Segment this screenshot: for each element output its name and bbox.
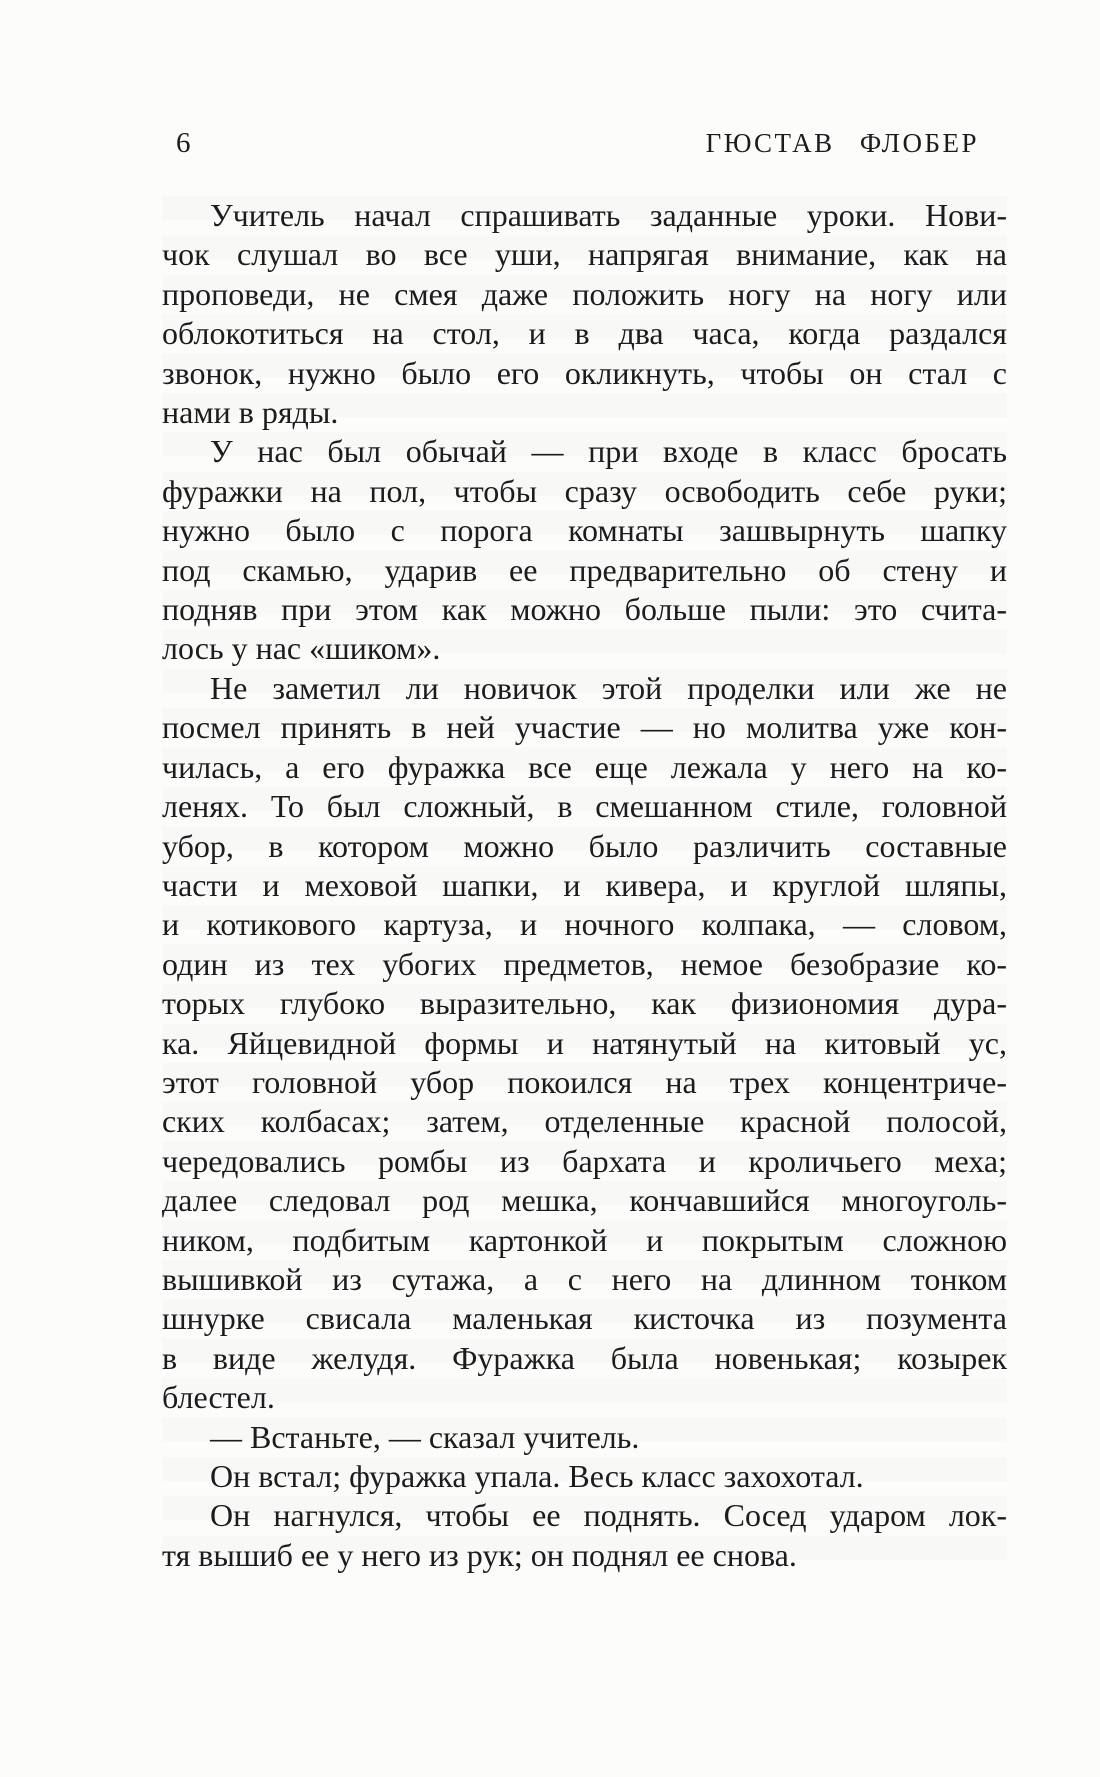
text-line: чередовались ромбы из бархата и кроличьего меха; bbox=[162, 1142, 1007, 1179]
text-line: нужно было с порога комнаты зашвырнуть шапку bbox=[162, 512, 1007, 549]
text-line: проповеди, не смея даже положить ногу на ногу или bbox=[162, 275, 1007, 312]
text-line: части и меховой шапки, и кивера, и круглой шляпы, bbox=[162, 866, 1007, 903]
text-line: ленях. То был сложный, в смешанном стиле, головной bbox=[162, 788, 1007, 825]
paragraph bbox=[162, 196, 1007, 432]
text-line: убор, в котором можно было различить составные bbox=[162, 827, 1007, 864]
text-line: Он встал; фуражка упала. Весь класс захохотал. bbox=[210, 1458, 864, 1494]
text-line: и котикового картуза, и ночного колпака, — словом, bbox=[162, 906, 1007, 943]
text-line: чок слушал во все уши, напрягая внимание, как на bbox=[162, 236, 1007, 273]
text-line: посмел принять в ней участие — но молитва уже кон- bbox=[162, 709, 1007, 746]
text-line: облокотиться на стол, и в два часа, когда раздался bbox=[162, 315, 1007, 352]
text-line: ка. Яйцевидной формы и натянутый на китовый ус, bbox=[162, 1024, 1007, 1061]
paragraph-dialogue bbox=[162, 1418, 1007, 1457]
text-line: под скамью, ударив ее предварительно об стену и bbox=[162, 551, 1007, 588]
text-line: звонок, нужно было его окликнуть, чтобы он стал с bbox=[162, 354, 1007, 391]
text-column bbox=[162, 126, 1007, 1575]
running-header-author: ГЮСТАВ ФЛОБЕР bbox=[705, 128, 979, 158]
text-line: лось у нас «шиком». bbox=[162, 630, 441, 667]
text-line: чилась, а его фуражка все еще лежала у него на ко- bbox=[162, 748, 1007, 785]
text-line: тя вышиб ее у него из рук; он поднял ее снова. bbox=[162, 1536, 797, 1573]
paragraph bbox=[162, 432, 1007, 668]
text-line: Он нагнулся, чтобы ее поднять. Сосед ударом лок- bbox=[210, 1497, 1007, 1534]
text-line: вышивкой из сутажа, а с него на длинном тонком bbox=[162, 1260, 1007, 1297]
running-head bbox=[162, 126, 1007, 160]
text-line: Не заметил ли новичок этой проделки или же не bbox=[210, 669, 1007, 706]
text-line: этот головной убор покоился на трех концентриче- bbox=[162, 1063, 1007, 1100]
text-line: ником, подбитым картонкой и покрытым сложною bbox=[162, 1221, 1007, 1258]
text-line: подняв при этом как можно больше пыли: это счита- bbox=[162, 591, 1007, 628]
text-line: фуражки на пол, чтобы сразу освободить себе руки; bbox=[162, 472, 1007, 509]
text-line: блестел. bbox=[162, 1379, 275, 1416]
text-line: один из тех убогих предметов, немое безобразие ко- bbox=[162, 945, 1007, 982]
paragraph bbox=[162, 1496, 1007, 1575]
text-line: У нас был обычай — при входе в класс бросать bbox=[210, 433, 1007, 470]
text-line: ских колбасах; затем, отделенные красной полосой, bbox=[162, 1103, 1007, 1140]
page-body bbox=[162, 196, 1007, 1575]
text-line: — Встаньте, — сказал учитель. bbox=[210, 1418, 640, 1455]
page-number: 6 bbox=[176, 127, 191, 159]
text-line: далее следовал род мешка, кончавшийся многоуголь- bbox=[162, 1182, 1007, 1219]
text-line: нами в ряды. bbox=[162, 394, 339, 431]
text-line: торых глубоко выразительно, как физиономия дура- bbox=[162, 985, 1007, 1022]
text-line: Учитель начал спрашивать заданные уроки. Нови- bbox=[210, 197, 1007, 233]
text-line: в виде желудя. Фуражка была новенькая; козырек bbox=[162, 1339, 1007, 1376]
text-line: шнурке свисала маленькая кисточка из позумента bbox=[162, 1300, 1007, 1337]
paragraph bbox=[162, 1457, 1007, 1496]
paragraph bbox=[162, 669, 1007, 1418]
